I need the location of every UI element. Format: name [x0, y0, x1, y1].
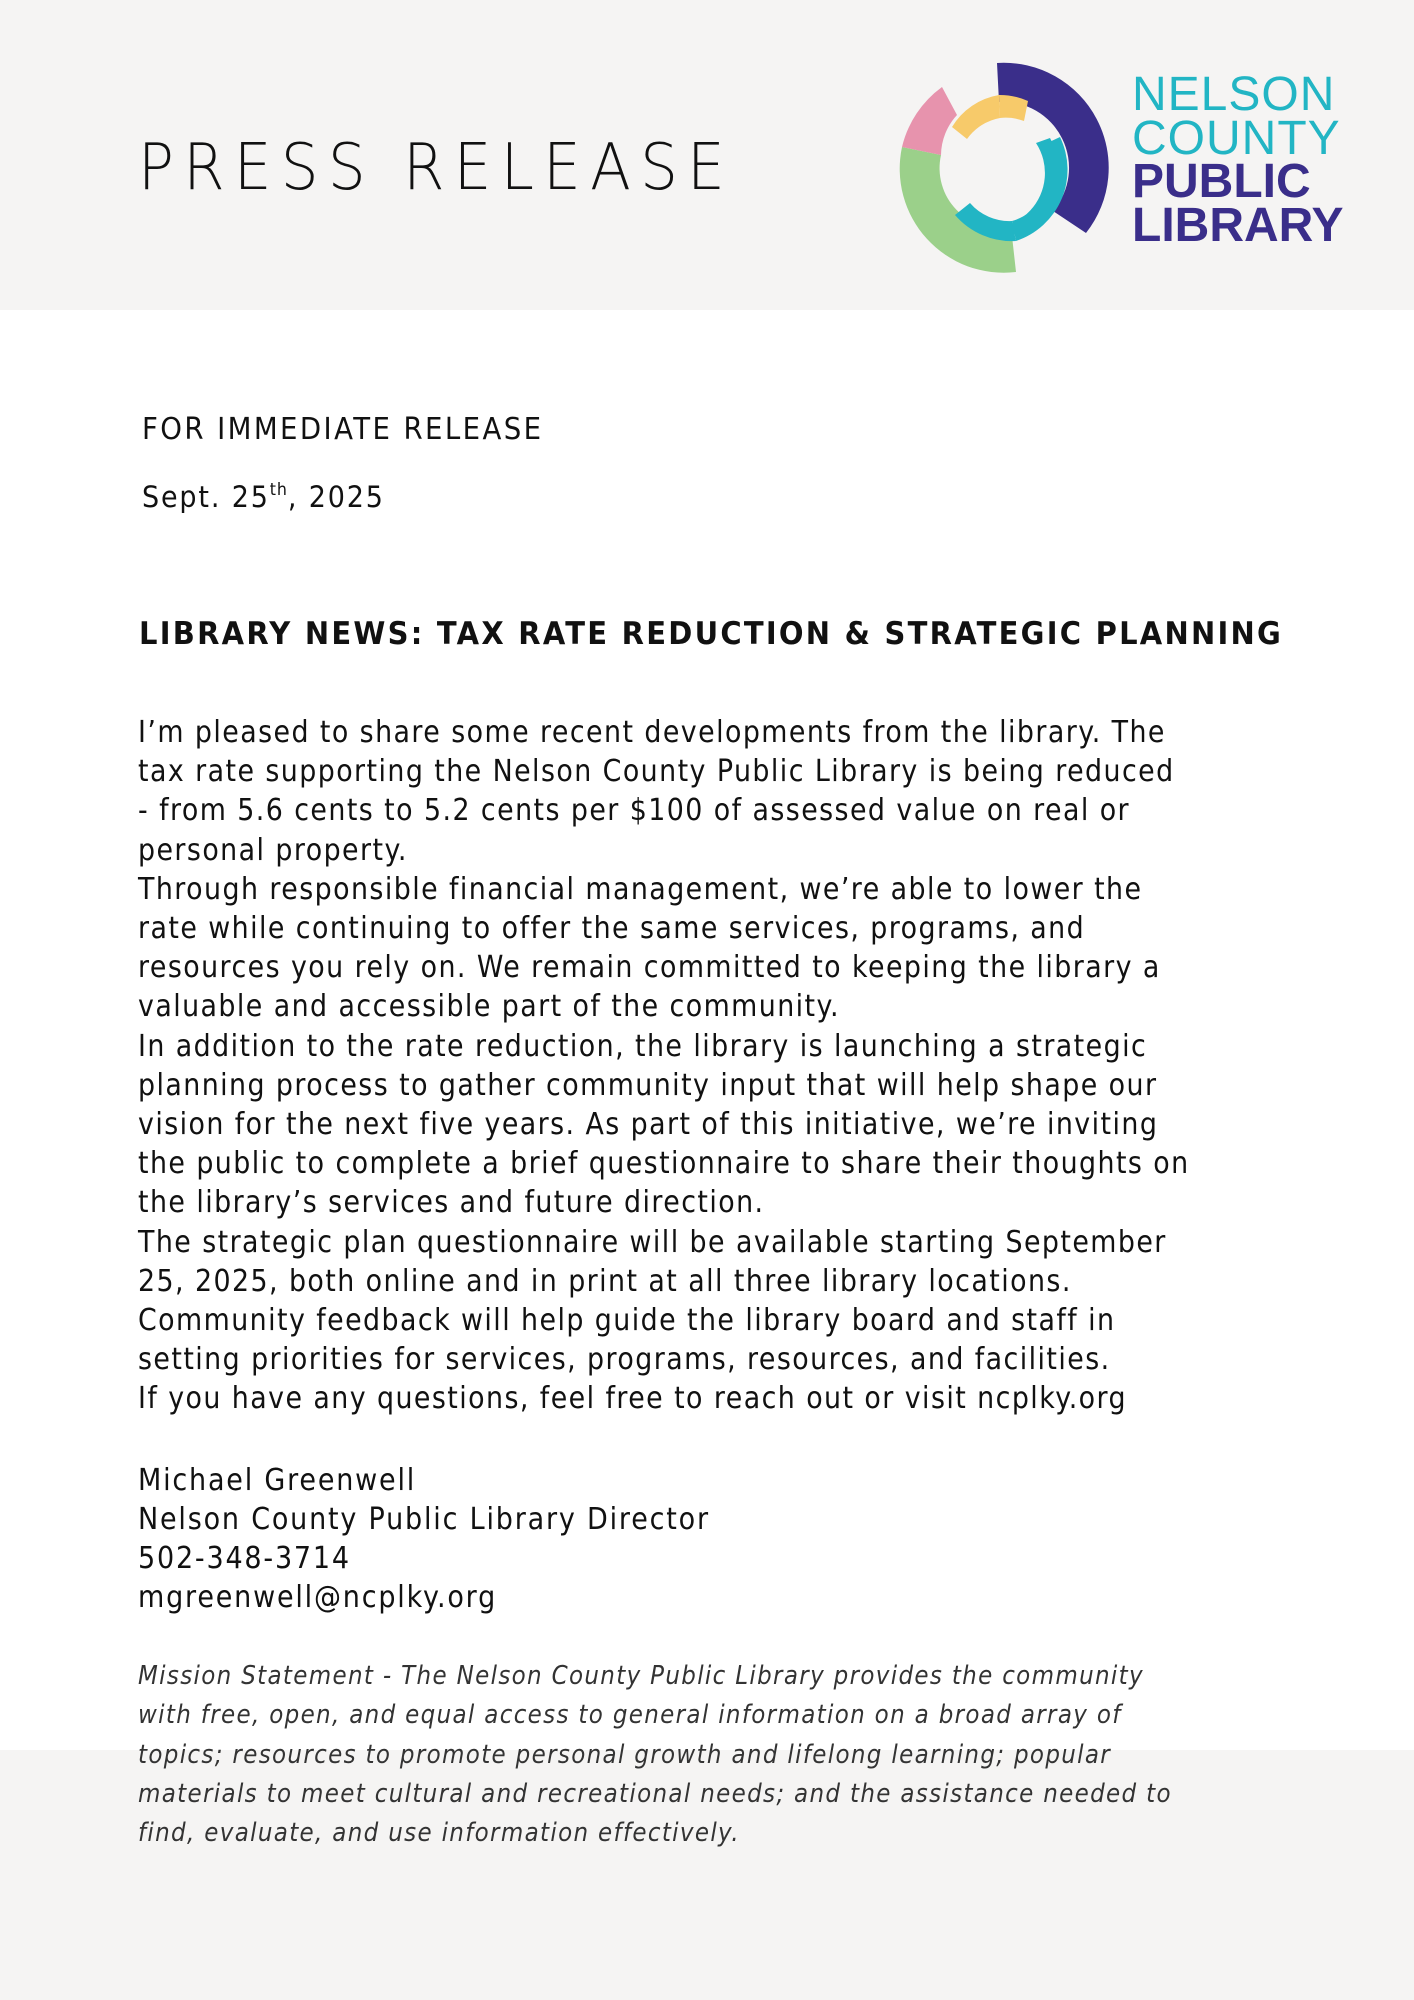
mission-line: with free, open, and equal access to general information on a broad array of: [138, 1700, 1122, 1731]
signature-email: mgreenwell@ncplky.org: [138, 1580, 498, 1615]
page-title: PRESS RELEASE: [138, 131, 735, 205]
body-line: personal property.: [138, 832, 408, 868]
body-line: Community feedback will help guide the library board and staff in: [138, 1303, 1116, 1339]
body-line: valuable and accessible part of the community.: [138, 989, 840, 1025]
body-line: setting priorities for services, programs, resources, and facilities.: [138, 1342, 1111, 1378]
body-line: 25, 2025, both online and in print at all three library locations.: [138, 1263, 1072, 1299]
logo-line-nelson: NELSON: [1132, 68, 1336, 121]
mission-statement: [138, 1657, 1377, 1853]
body-line: the public to complete a brief questionnaire to share their thoughts on: [138, 1146, 1190, 1182]
body-line: - from 5.6 cents to 5.2 cents per $100 of assessed value on real or: [138, 793, 1131, 829]
library-logo: [890, 55, 1370, 285]
headline: LIBRARY NEWS: TAX RATE REDUCTION & STRATEGIC PLANNING: [139, 616, 1284, 652]
library-logo-wordmark: [1132, 68, 1344, 252]
signature-phone: 502-348-3714: [138, 1541, 351, 1576]
signature-title: Nelson County Public Library Director: [138, 1502, 710, 1537]
library-ring-logo-icon: [890, 55, 1120, 285]
press-body: [138, 713, 1302, 1419]
logo-line-public: PUBLIC: [1132, 155, 1311, 208]
body-line: Through responsible financial management, we’re able to lower the: [138, 871, 1143, 907]
release-date-year: , 2025: [287, 480, 385, 514]
body-line: The strategic plan questionnaire will be available starting September: [138, 1224, 1167, 1260]
body-line: resources you rely on. We remain committed to keeping the library a: [138, 950, 1161, 986]
release-label: FOR IMMEDIATE RELEASE: [142, 412, 544, 447]
body-line: planning process to gather community input that will help shape our: [138, 1067, 1158, 1103]
mission-line: materials to meet cultural and recreational needs; and the assistance needed to: [138, 1778, 1172, 1809]
signature-block: [138, 1461, 858, 1617]
body-line: tax rate supporting the Nelson County Public Library is being reduced: [138, 754, 1175, 790]
body-line: vision for the next five years. As part of this initiative, we’re inviting: [138, 1107, 1159, 1143]
body-line: rate while continuing to offer the same services, programs, and: [138, 911, 1086, 947]
mission-line: find, evaluate, and use information effectively.: [138, 1818, 740, 1849]
body-line: I’m pleased to share some recent developments from the library. The: [138, 715, 1166, 750]
release-date: [142, 480, 385, 514]
body-line: In addition to the rate reduction, the library is launching a strategic: [138, 1028, 1148, 1064]
mission-line: Mission Statement - The Nelson County Public Library provides the community: [138, 1661, 1144, 1691]
release-date-day: Sept. 25: [142, 480, 270, 514]
body-line: the library’s services and future direction.: [138, 1185, 765, 1221]
logo-line-county: COUNTY: [1132, 111, 1341, 165]
logo-line-library: LIBRARY: [1132, 198, 1344, 252]
release-date-ordinal: th: [269, 480, 288, 500]
body-line: If you have any questions, feel free to reach out or visit ncplky.org: [138, 1381, 1128, 1417]
mission-line: topics; resources to promote personal growth and lifelong learning; popular: [138, 1739, 1112, 1770]
signature-name: Michael Greenwell: [138, 1463, 417, 1498]
